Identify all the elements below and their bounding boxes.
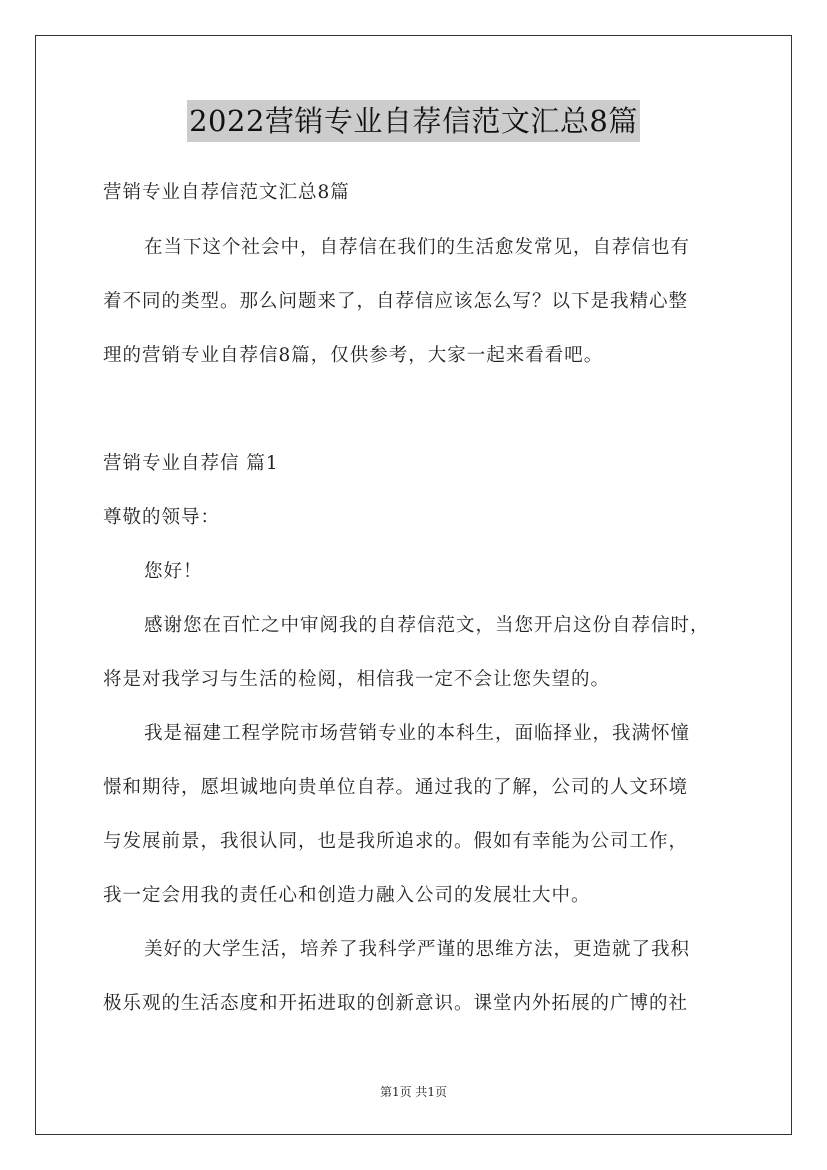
body-line-4: 憬和期待，愿坦诚地向贵单位自荐。通过我的了解，公司的人文环境 xyxy=(103,777,689,798)
body-line-7: 美好的大学生活，培养了我科学严谨的思维方法，更造就了我积 xyxy=(144,939,691,960)
body-line-6: 我一定会用我的责任心和创造力融入公司的发展壮大中。 xyxy=(103,885,591,906)
intro-line-1: 在当下这个社会中，自荐信在我们的生活愈发常见，自荐信也有 xyxy=(144,237,691,258)
body-line-5: 与发展前景，我很认同，也是我所追求的。假如有幸能为公司工作， xyxy=(103,831,689,852)
document-title: 2022营销专业自荐信范文汇总8篇 xyxy=(187,100,640,142)
title-container xyxy=(0,100,827,142)
body-line-8: 极乐观的生活态度和开拓进取的创新意识。课堂内外拓展的广博的社 xyxy=(103,993,689,1014)
body-line-1: 感谢您在百忙之中审阅我的自荐信范文，当您开启这份自荐信时， xyxy=(144,615,710,636)
salutation: 尊敬的领导： xyxy=(103,507,221,528)
intro-line-3: 理的营销专业自荐信8篇，仅供参考，大家一起来看看吧。 xyxy=(103,345,604,366)
subtitle: 营销专业自荐信范文汇总8篇 xyxy=(103,182,350,203)
page-footer: 第1页 共1页 xyxy=(379,1085,448,1099)
greeting: 您好！ xyxy=(144,561,203,582)
intro-line-2: 着不同的类型。那么问题来了，自荐信应该怎么写？以下是我精心整 xyxy=(103,291,689,312)
body-line-2: 将是对我学习与生活的检阅，相信我一定不会让您失望的。 xyxy=(103,669,611,690)
body-line-3: 我是福建工程学院市场营销专业的本科生，面临择业，我满怀憧 xyxy=(144,723,691,744)
section-heading: 营销专业自荐信 篇1 xyxy=(103,453,279,474)
